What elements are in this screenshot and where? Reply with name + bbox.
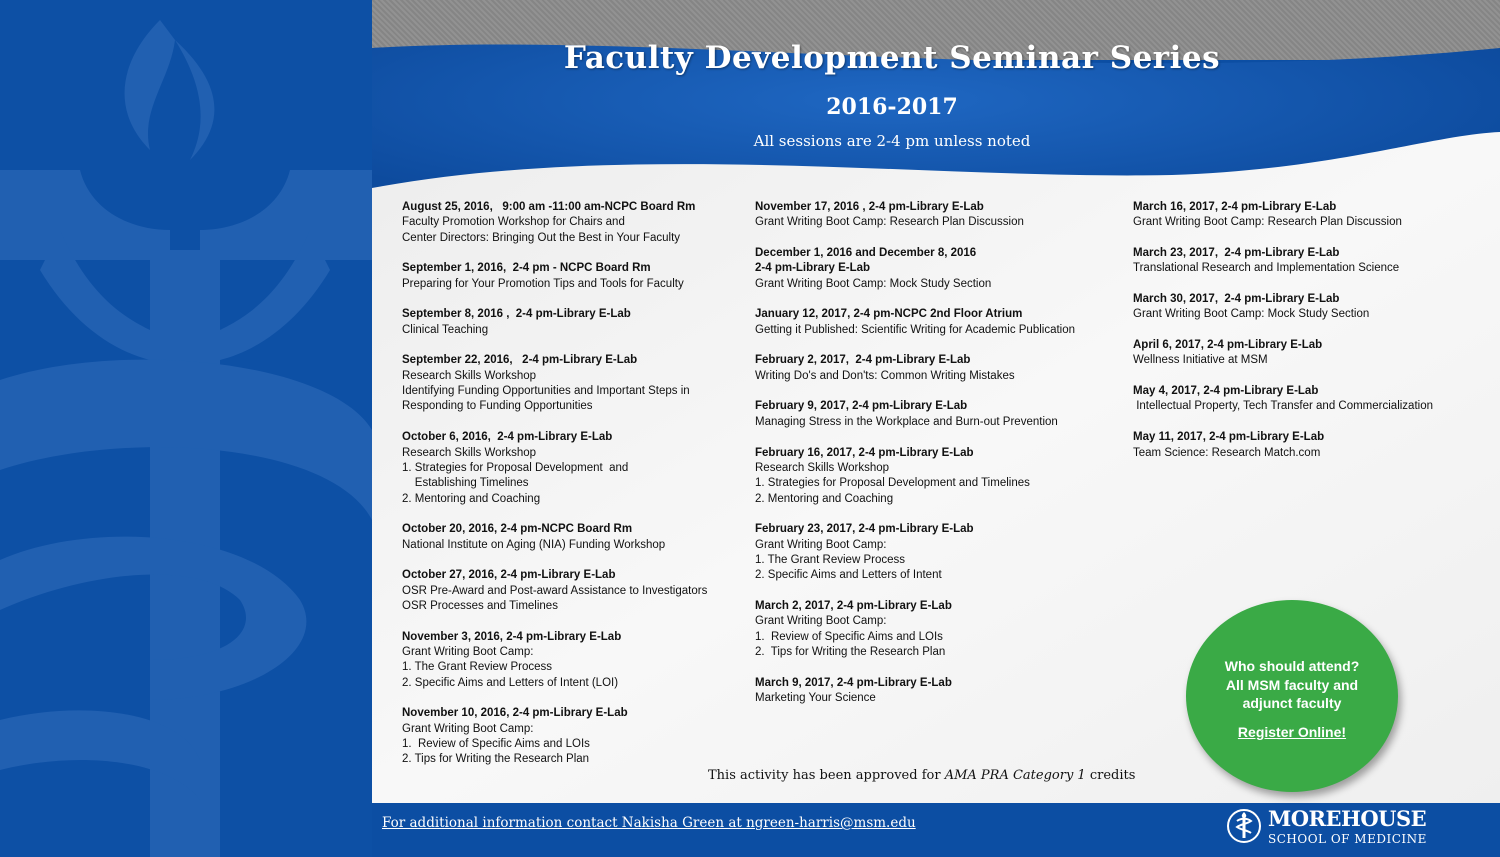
session-date: March 9, 2017, 2-4 pm-Library E-Lab	[755, 676, 952, 689]
session-entry	[755, 353, 1115, 384]
session-description: 2. Tips for Writing the Research Plan	[402, 753, 590, 766]
page-title: Faculty Development Seminar Series	[563, 40, 1221, 76]
credit-category: AMA PRA Category 1	[944, 768, 1086, 783]
register-online-link[interactable]: Register Online!	[1237, 724, 1347, 740]
session-entry	[755, 522, 1115, 583]
session-entry	[402, 630, 742, 691]
session-entry	[1133, 246, 1473, 277]
session-entry	[402, 200, 742, 246]
session-description: Marketing Your Science	[755, 692, 876, 704]
session-description: Intellectual Property, Tech Transfer and Commercialization	[1133, 400, 1433, 413]
session-description: Faculty Promotion Workshop for Chairs and	[402, 216, 625, 229]
session-date: April 6, 2017, 2-4 pm-Library E-Lab	[1133, 339, 1323, 352]
session-entry	[1133, 384, 1473, 415]
session-entry	[755, 246, 1115, 292]
schedule-column-3	[1133, 200, 1473, 476]
session-description: Research Skills Workshop	[402, 446, 537, 459]
session-entry	[1133, 292, 1473, 323]
series-years: 2016-2017	[826, 94, 958, 120]
session-description: Grant Writing Boot Camp:	[402, 645, 534, 658]
session-description: Preparing for Your Promotion Tips and Tools for Faculty	[402, 277, 684, 290]
attend-audience-line-1: All MSM faculty and	[1225, 676, 1359, 693]
session-date: May 4, 2017, 2-4 pm-Library E-Lab	[1133, 385, 1319, 398]
session-date: November 17, 2016 , 2-4 pm-Library E-Lab	[755, 201, 984, 213]
session-date: March 16, 2017, 2-4 pm-Library E-Lab	[1133, 201, 1337, 213]
session-description: Research Skills Workshop	[402, 369, 537, 382]
session-date: September 22, 2016, 2-4 pm-Library E-Lab	[402, 354, 638, 367]
schedule-column-2	[755, 200, 1115, 722]
session-description: Getting it Published: Scientific Writing for Academic Publication	[755, 323, 1076, 336]
session-entry	[755, 399, 1115, 430]
session-entry	[1133, 338, 1473, 369]
session-entry	[1133, 200, 1473, 231]
session-entry	[755, 307, 1115, 338]
logo-subtitle: SCHOOL OF MEDICINE	[1268, 832, 1427, 846]
session-entry	[755, 599, 1115, 660]
session-description: Center Directors: Bringing Out the Best in Your Faculty	[402, 231, 681, 244]
caduceus-seal-icon	[1226, 808, 1262, 844]
schedule-column-1	[402, 200, 742, 783]
session-description: Grant Writing Boot Camp:	[755, 538, 887, 551]
session-description: Clinical Teaching	[402, 323, 489, 336]
session-entry	[402, 430, 742, 507]
session-description: 2. Tips for Writing the Research Plan	[755, 645, 946, 658]
session-entry	[402, 706, 742, 767]
session-date: March 2, 2017, 2-4 pm-Library E-Lab	[755, 599, 952, 612]
session-description: 2. Mentoring and Coaching	[755, 492, 894, 505]
session-description: Grant Writing Boot Camp:	[402, 722, 534, 735]
attend-question: Who should attend?	[1224, 658, 1360, 674]
session-date: December 1, 2016 and December 8, 2016	[755, 247, 977, 260]
session-date: March 30, 2017, 2-4 pm-Library E-Lab	[1133, 293, 1340, 306]
cme-credit-note	[708, 768, 1135, 783]
session-entry	[755, 676, 1115, 707]
contact-info-link[interactable]: For additional information contact Nakisha Green at ngreen-harris@msm.edu	[382, 815, 916, 831]
session-date: February 2, 2017, 2-4 pm-Library E-Lab	[755, 354, 971, 367]
session-entry	[755, 200, 1115, 231]
session-description: Research Skills Workshop	[755, 461, 890, 474]
session-description: 1. The Grant Review Process	[755, 553, 905, 566]
session-entry	[402, 522, 742, 553]
session-description: Grant Writing Boot Camp: Mock Study Section	[1133, 308, 1370, 321]
session-description: Establishing Timelines	[402, 477, 529, 490]
morehouse-logo	[1226, 806, 1436, 848]
session-entry	[402, 261, 742, 292]
left-branding-panel	[0, 0, 372, 857]
session-description: OSR Processes and Timelines	[402, 599, 558, 612]
session-description: 1. Review of Specific Aims and LOIs	[755, 630, 943, 643]
attend-audience-line-2: adjunct faculty	[1242, 695, 1342, 711]
session-description: Writing Do's and Don'ts: Common Writing Mistakes	[755, 369, 1015, 382]
session-description: Identifying Funding Opportunities and Important Steps in	[402, 385, 690, 398]
logo-name: MOREHOUSE	[1268, 806, 1427, 831]
credit-prefix: This activity has been approved for	[708, 768, 945, 783]
session-date: October 6, 2016, 2-4 pm-Library E-Lab	[402, 431, 613, 444]
session-time: 2-4 pm-Library E-Lab	[755, 262, 871, 275]
session-date: January 12, 2017, 2-4 pm-NCPC 2nd Floor Atrium	[755, 308, 1023, 321]
session-entry	[402, 307, 742, 338]
caduceus-watermark-icon	[0, 0, 372, 857]
session-description: 2. Mentoring and Coaching	[402, 492, 541, 505]
attendance-badge	[1186, 600, 1398, 792]
session-date: May 11, 2017, 2-4 pm-Library E-Lab	[1133, 431, 1325, 444]
session-entry	[1133, 430, 1473, 461]
session-description: Grant Writing Boot Camp:	[755, 615, 887, 628]
session-date: February 23, 2017, 2-4 pm-Library E-Lab	[755, 523, 974, 536]
session-date: November 10, 2016, 2-4 pm-Library E-Lab	[402, 707, 628, 720]
session-date: February 16, 2017, 2-4 pm-Library E-Lab	[755, 446, 974, 459]
session-description: 1. Strategies for Proposal Development and	[402, 461, 629, 474]
session-description: Translational Research and Implementation Science	[1133, 262, 1400, 275]
session-description: 2. Specific Aims and Letters of Intent (LOI)	[402, 676, 619, 689]
session-entry	[402, 568, 742, 614]
session-date: September 1, 2016, 2-4 pm - NCPC Board Rm	[402, 262, 651, 275]
session-date: February 9, 2017, 2-4 pm-Library E-Lab	[755, 400, 968, 413]
session-description: Grant Writing Boot Camp: Research Plan Discussion	[755, 216, 1024, 229]
session-description: Wellness Initiative at MSM	[1133, 354, 1268, 367]
session-date: November 3, 2016, 2-4 pm-Library E-Lab	[402, 630, 622, 643]
session-entry	[402, 353, 742, 414]
session-description: Responding to Funding Opportunities	[402, 400, 593, 413]
session-description: OSR Pre-Award and Post-award Assistance to Investigators	[402, 584, 708, 597]
session-date: August 25, 2016, 9:00 am -11:00 am-NCPC Board Rm	[402, 201, 696, 213]
session-description: Grant Writing Boot Camp: Mock Study Section	[755, 277, 992, 290]
session-date: March 23, 2017, 2-4 pm-Library E-Lab	[1133, 247, 1340, 260]
session-description: Grant Writing Boot Camp: Research Plan Discussion	[1133, 216, 1402, 229]
session-description: Managing Stress in the Workplace and Burn-out Prevention	[755, 415, 1058, 428]
session-description: Team Science: Research Match.com	[1133, 446, 1321, 459]
session-entry	[755, 446, 1115, 507]
session-description: 2. Specific Aims and Letters of Intent	[755, 569, 942, 582]
session-date: September 8, 2016 , 2-4 pm-Library E-Lab	[402, 308, 631, 321]
session-description: National Institute on Aging (NIA) Funding Workshop	[402, 538, 666, 551]
session-time-note: All sessions are 2-4 pm unless noted	[753, 132, 1031, 150]
session-description: 1. Strategies for Proposal Development and Timelines	[755, 477, 1030, 490]
session-description: 1. Review of Specific Aims and LOIs	[402, 738, 590, 751]
session-date: October 20, 2016, 2-4 pm-NCPC Board Rm	[402, 523, 633, 536]
credit-suffix: credits	[1085, 768, 1136, 783]
session-description: 1. The Grant Review Process	[402, 661, 552, 674]
session-date: October 27, 2016, 2-4 pm-Library E-Lab	[402, 569, 616, 582]
